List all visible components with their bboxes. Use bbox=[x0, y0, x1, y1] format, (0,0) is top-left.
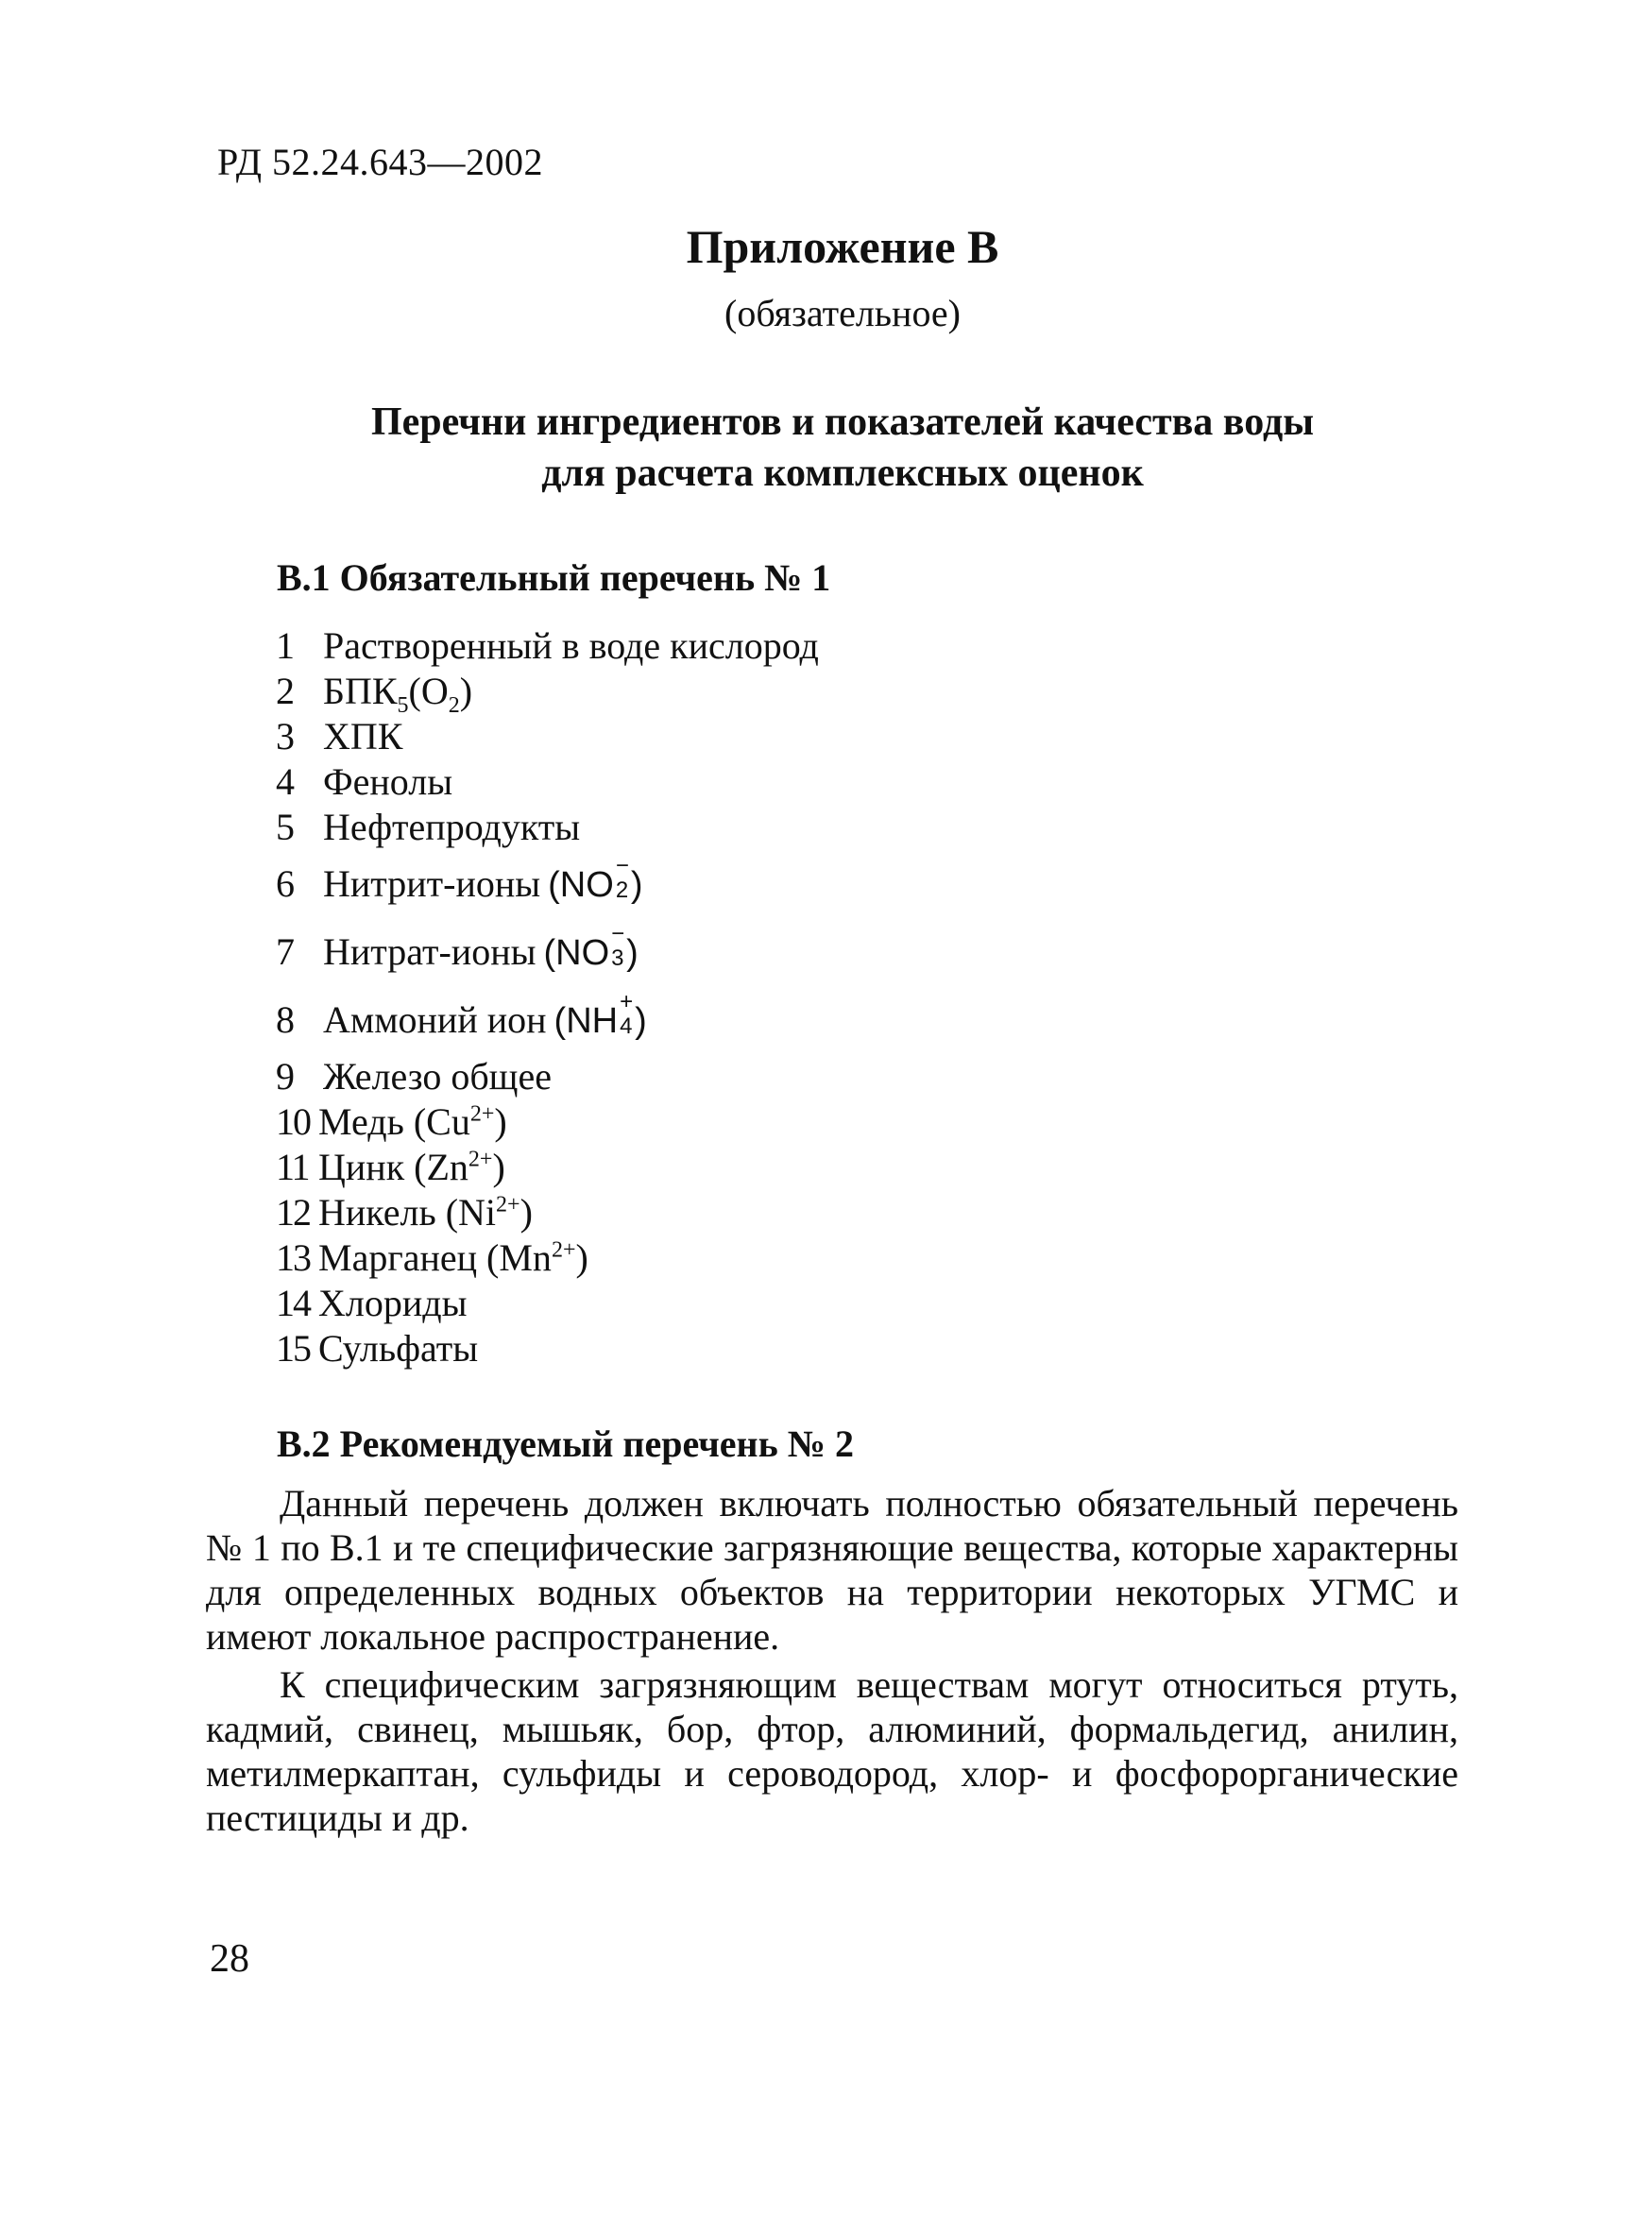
ion-charge bbox=[614, 853, 631, 903]
item-number: 10 bbox=[276, 1100, 310, 1143]
item-subscript: 5 bbox=[397, 693, 409, 718]
item-superscript: 2+ bbox=[551, 1237, 576, 1263]
page-number: 28 bbox=[210, 1937, 249, 1981]
item-superscript: 2+ bbox=[469, 1101, 495, 1127]
item-text: ) bbox=[519, 1191, 533, 1234]
item-number: 1 bbox=[276, 624, 295, 667]
item-text: (О bbox=[408, 670, 449, 712]
item-text: Железо общее bbox=[323, 1055, 552, 1098]
item-text: Медь (Cu bbox=[318, 1100, 470, 1143]
item-number: 5 bbox=[276, 806, 295, 848]
main-title-line-2: для расчета комплексных оценок bbox=[541, 451, 1144, 495]
item-text: Нефтепродукты bbox=[323, 806, 581, 848]
item-text: Фенолы bbox=[323, 760, 453, 803]
list-item bbox=[276, 759, 1220, 805]
list-item bbox=[276, 1099, 1220, 1145]
ingredient-list bbox=[276, 623, 1220, 1371]
item-text: ХПК bbox=[323, 715, 403, 758]
item-text: ) bbox=[492, 1146, 505, 1188]
section-2-heading: В.2 Рекомендуемый перечень № 2 bbox=[277, 1422, 854, 1465]
item-text: ) bbox=[459, 670, 473, 712]
section-2-paragraph-1: Данный перечень должен включать полностью обязательный перечень № 1 по В.1 и те специфические загрязняющие вещества, которые характерны для определенных водных объектов на территории некоторых УГМС и имеют локальное распространение. bbox=[206, 1482, 1458, 1658]
ion-charge-sign: − bbox=[611, 921, 625, 946]
ion-charge bbox=[618, 989, 635, 1039]
item-number: 6 bbox=[276, 862, 295, 905]
item-text: Марганец (Mn bbox=[318, 1236, 552, 1279]
item-text: Цинк (Zn bbox=[318, 1146, 468, 1188]
ion-count: 2 bbox=[615, 877, 629, 903]
item-text: Растворенный в воде кислород bbox=[323, 624, 819, 667]
item-number: 2 bbox=[276, 670, 295, 712]
item-number: 3 bbox=[276, 715, 295, 758]
chemical-formula bbox=[554, 989, 647, 1041]
ion-count: 3 bbox=[611, 945, 624, 971]
item-number: 8 bbox=[276, 998, 295, 1041]
item-text: Хлориды bbox=[318, 1282, 468, 1324]
appendix-title: Приложение В bbox=[686, 220, 999, 273]
list-item bbox=[276, 986, 1220, 1054]
section-1-heading: В.1 Обязательный перечень № 1 bbox=[277, 556, 831, 599]
item-number: 13 bbox=[276, 1236, 310, 1279]
appendix-status: (обязательное) bbox=[724, 292, 961, 334]
list-item bbox=[276, 918, 1220, 986]
chemical-formula bbox=[548, 853, 643, 905]
item-text: Аммоний ион bbox=[323, 998, 547, 1041]
ion-charge-sign: − bbox=[615, 853, 629, 878]
item-text: Нитрат-ионы bbox=[323, 930, 536, 973]
item-number: 15 bbox=[276, 1327, 310, 1370]
document-code: РД 52.24.643—2002 bbox=[217, 141, 544, 183]
list-item bbox=[276, 850, 1220, 918]
ion-charge-sign: + bbox=[620, 989, 634, 1014]
item-number: 11 bbox=[276, 1146, 309, 1188]
item-text: БПК bbox=[323, 670, 398, 712]
formula-base: (NO bbox=[548, 865, 614, 905]
ion-charge bbox=[609, 921, 626, 971]
item-superscript: 2+ bbox=[496, 1192, 520, 1218]
formula-base: (NH bbox=[554, 1001, 619, 1041]
list-item bbox=[276, 669, 1220, 718]
list-item bbox=[276, 1190, 1220, 1235]
formula-base: (NO bbox=[543, 933, 610, 973]
item-number: 12 bbox=[276, 1191, 310, 1234]
formula-close: ) bbox=[626, 933, 639, 973]
list-item bbox=[276, 1326, 1220, 1371]
item-text: Сульфаты bbox=[318, 1327, 479, 1370]
list-item bbox=[276, 714, 1220, 759]
item-number: 9 bbox=[276, 1055, 295, 1098]
item-text: ) bbox=[494, 1100, 507, 1143]
formula-close: ) bbox=[630, 865, 643, 905]
item-subscript: 2 bbox=[448, 693, 460, 718]
item-number: 4 bbox=[276, 760, 295, 803]
list-item bbox=[276, 1054, 1220, 1099]
list-item bbox=[276, 623, 1220, 669]
item-number: 14 bbox=[276, 1282, 310, 1324]
ion-count: 4 bbox=[620, 1013, 633, 1039]
chemical-formula bbox=[543, 921, 639, 973]
main-title-line-1: Перечни ингредиентов и показателей качества воды bbox=[370, 400, 1315, 444]
list-item bbox=[276, 805, 1220, 850]
item-number: 7 bbox=[276, 930, 295, 973]
list-item bbox=[276, 1145, 1220, 1190]
item-text: Никель (Ni bbox=[318, 1191, 497, 1234]
item-text: ) bbox=[575, 1236, 588, 1279]
section-2-paragraph-2: К специфическим загрязняющим веществам могут относиться ртуть, кадмий, свинец, мышьяк, бор, фтор, алюминий, формальдегид, анилин, метилмеркаптан, сульфиды и сероводород, хлор- и фосфорорганические пестициды и др. bbox=[206, 1663, 1458, 1839]
formula-close: ) bbox=[635, 1001, 647, 1041]
item-superscript: 2+ bbox=[468, 1147, 493, 1172]
item-text: Нитрит-ионы bbox=[323, 862, 541, 905]
list-item bbox=[276, 1235, 1220, 1281]
list-item bbox=[276, 1281, 1220, 1326]
main-title bbox=[0, 397, 1652, 499]
